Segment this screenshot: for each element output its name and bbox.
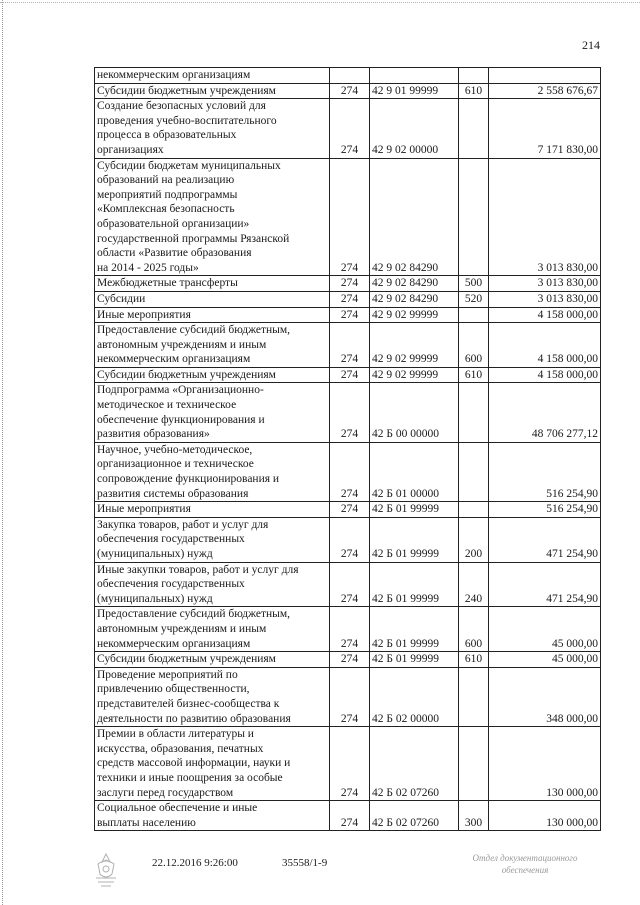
table-row xyxy=(95,276,601,292)
cell-amount: 471 254,90 xyxy=(489,517,601,562)
table-row xyxy=(95,383,601,442)
cell-expense-type xyxy=(459,727,489,801)
cell-amount: 45 000,00 xyxy=(489,607,601,652)
cell-code: 274 xyxy=(330,562,370,607)
cell-expense-type xyxy=(459,442,489,501)
cell-target-article xyxy=(370,68,459,84)
cell-amount: 3 013 830,00 xyxy=(489,276,601,292)
cell-amount: 3 013 830,00 xyxy=(489,291,601,307)
table-row xyxy=(95,99,601,158)
table-row xyxy=(95,307,601,323)
table-row xyxy=(95,323,601,368)
cell-code: 274 xyxy=(330,607,370,652)
table-row xyxy=(95,727,601,801)
table-row xyxy=(95,291,601,307)
cell-name: Социальное обеспечение и иные выплаты населению xyxy=(95,801,330,831)
cell-amount: 45 000,00 xyxy=(489,652,601,668)
cell-name: Субсидии бюджетным учреждениям xyxy=(95,367,330,383)
cell-code: 274 xyxy=(330,383,370,442)
budget-table xyxy=(94,67,601,831)
cell-name: Межбюджетные трансферты xyxy=(95,276,330,292)
cell-code: 274 xyxy=(330,667,370,726)
table-row xyxy=(95,607,601,652)
cell-target-article: 42 9 02 00000 xyxy=(370,99,459,158)
cell-name: Предоставление субсидий бюджетным, автономным учреждениям и иным некоммерческим организациям xyxy=(95,607,330,652)
cell-name: Подпрограмма «Организационно- методическое и техническое обеспечение функционирования и развития образования» xyxy=(95,383,330,442)
cell-code: 274 xyxy=(330,291,370,307)
budget-table-body xyxy=(95,68,601,831)
cell-target-article: 42 Б 02 07260 xyxy=(370,801,459,831)
footer-doc-id: 35558/1-9 xyxy=(282,857,328,869)
cell-code: 274 xyxy=(330,83,370,99)
footer-org-line1: Отдел документационного xyxy=(472,853,578,863)
cell-target-article: 42 9 02 99999 xyxy=(370,367,459,383)
scan-top-edge xyxy=(0,2,640,4)
cell-amount xyxy=(489,68,601,84)
cell-amount: 130 000,00 xyxy=(489,727,601,801)
cell-name: Субсидии xyxy=(95,291,330,307)
table-row xyxy=(95,158,601,276)
cell-expense-type: 600 xyxy=(459,323,489,368)
cell-amount: 2 558 676,67 xyxy=(489,83,601,99)
cell-amount: 7 171 830,00 xyxy=(489,99,601,158)
cell-target-article: 42 9 02 99999 xyxy=(370,323,459,368)
cell-code: 274 xyxy=(330,158,370,276)
cell-expense-type xyxy=(459,667,489,726)
cell-target-article: 42 9 02 84290 xyxy=(370,291,459,307)
cell-expense-type: 610 xyxy=(459,83,489,99)
cell-code: 274 xyxy=(330,276,370,292)
cell-name: Субсидии бюджетам муниципальных образований на реализацию мероприятий подпрограммы «Комплексная безопасность образовательной организации» государственной программы Рязанской области «Развитие образования на 2014 - 2025 годы» xyxy=(95,158,330,276)
cell-name: Субсидии бюджетным учреждениям xyxy=(95,652,330,668)
cell-expense-type xyxy=(459,99,489,158)
cell-target-article: 42 Б 02 00000 xyxy=(370,667,459,726)
cell-amount: 3 013 830,00 xyxy=(489,158,601,276)
cell-expense-type: 240 xyxy=(459,562,489,607)
table-row xyxy=(95,801,601,831)
cell-expense-type xyxy=(459,68,489,84)
cell-code xyxy=(330,68,370,84)
table-row xyxy=(95,83,601,99)
table-row xyxy=(95,68,601,84)
cell-expense-type xyxy=(459,383,489,442)
cell-code: 274 xyxy=(330,727,370,801)
cell-name: Предоставление субсидий бюджетным, автономным учреждениям и иным некоммерческим организациям xyxy=(95,323,330,368)
cell-name: Проведение мероприятий по привлечению общественности, представителей бизнес-сообщества к деятельности по развитию образования xyxy=(95,667,330,726)
cell-target-article: 42 9 01 99999 xyxy=(370,83,459,99)
cell-expense-type: 520 xyxy=(459,291,489,307)
table-row xyxy=(95,652,601,668)
cell-code: 274 xyxy=(330,517,370,562)
cell-target-article: 42 Б 01 00000 xyxy=(370,442,459,501)
cell-amount: 516 254,90 xyxy=(489,442,601,501)
cell-code: 274 xyxy=(330,323,370,368)
cell-target-article: 42 Б 01 99999 xyxy=(370,502,459,518)
cell-expense-type xyxy=(459,502,489,518)
cell-target-article: 42 Б 01 99999 xyxy=(370,607,459,652)
cell-name: некоммерческим организациям xyxy=(95,68,330,84)
cell-name: Закупка товаров, работ и услуг для обеспечения государственных (муниципальных) нужд xyxy=(95,517,330,562)
table-row xyxy=(95,517,601,562)
cell-name: Иные закупки товаров, работ и услуг для обеспечения государственных (муниципальных) нужд xyxy=(95,562,330,607)
cell-target-article: 42 Б 01 99999 xyxy=(370,517,459,562)
cell-amount: 471 254,90 xyxy=(489,562,601,607)
cell-amount: 130 000,00 xyxy=(489,801,601,831)
cell-code: 274 xyxy=(330,442,370,501)
cell-amount: 4 158 000,00 xyxy=(489,367,601,383)
cell-name: Создание безопасных условий для проведения учебно-воспитательного процесса в образовательных организациях xyxy=(95,99,330,158)
cell-target-article: 42 Б 01 99999 xyxy=(370,562,459,607)
cell-expense-type: 300 xyxy=(459,801,489,831)
footer-org-name xyxy=(440,852,610,876)
cell-code: 274 xyxy=(330,367,370,383)
cell-amount: 4 158 000,00 xyxy=(489,323,601,368)
footer-org-line2: обеспечения xyxy=(501,865,549,875)
cell-amount: 348 000,00 xyxy=(489,667,601,726)
page-number: 214 xyxy=(582,38,600,52)
footer-datetime: 22.12.2016 9:26:00 xyxy=(152,857,238,869)
table-row xyxy=(95,667,601,726)
cell-expense-type xyxy=(459,158,489,276)
cell-name: Премии в области литературы и искусства, образования, печатных средств массовой информации, науки и техники и иные поощрения за особые заслуги перед государством xyxy=(95,727,330,801)
cell-code: 274 xyxy=(330,801,370,831)
table-row xyxy=(95,502,601,518)
cell-name: Научное, учебно-методическое, организационное и техническое сопровождение функционирования и развития системы образования xyxy=(95,442,330,501)
scan-left-edge xyxy=(2,0,4,905)
cell-target-article: 42 9 02 99999 xyxy=(370,307,459,323)
cell-code: 274 xyxy=(330,652,370,668)
cell-expense-type: 200 xyxy=(459,517,489,562)
cell-name: Иные мероприятия xyxy=(95,307,330,323)
table-row xyxy=(95,367,601,383)
cell-amount: 48 706 277,12 xyxy=(489,383,601,442)
cell-expense-type: 610 xyxy=(459,652,489,668)
cell-expense-type: 610 xyxy=(459,367,489,383)
cell-code: 274 xyxy=(330,99,370,158)
cell-expense-type xyxy=(459,307,489,323)
cell-amount: 516 254,90 xyxy=(489,502,601,518)
cell-target-article: 42 Б 02 07260 xyxy=(370,727,459,801)
cell-name: Субсидии бюджетным учреждениям xyxy=(95,83,330,99)
table-row xyxy=(95,562,601,607)
cell-expense-type: 500 xyxy=(459,276,489,292)
cell-target-article: 42 Б 00 00000 xyxy=(370,383,459,442)
emblem-stamp-icon xyxy=(86,850,126,890)
cell-target-article: 42 9 02 84290 xyxy=(370,276,459,292)
cell-target-article: 42 Б 01 99999 xyxy=(370,652,459,668)
cell-code: 274 xyxy=(330,307,370,323)
cell-amount: 4 158 000,00 xyxy=(489,307,601,323)
cell-code: 274 xyxy=(330,502,370,518)
table-row xyxy=(95,442,601,501)
cell-expense-type: 600 xyxy=(459,607,489,652)
cell-name: Иные мероприятия xyxy=(95,502,330,518)
cell-target-article: 42 9 02 84290 xyxy=(370,158,459,276)
